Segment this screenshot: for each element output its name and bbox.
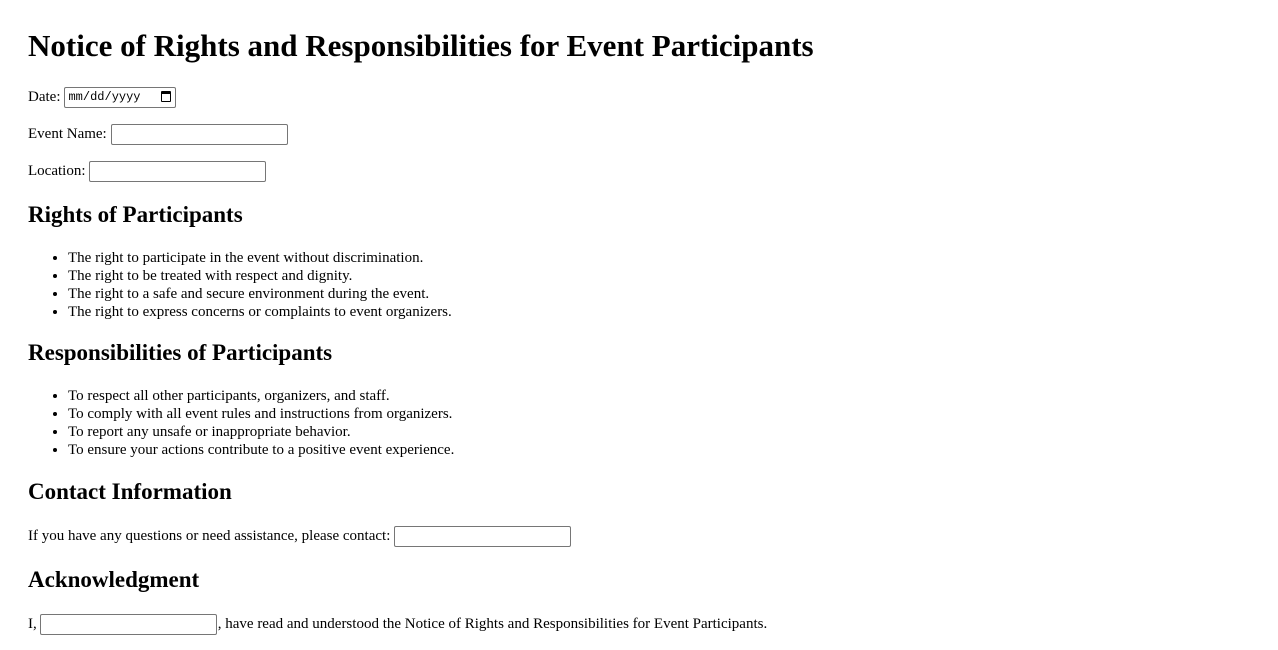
event-name-label: Event Name: xyxy=(28,126,107,142)
location-row xyxy=(28,160,266,182)
acknowledgment-suffix: , have read and understood the Notice of Rights and Responsibilities for Event Participants. xyxy=(217,616,768,632)
calendar-icon[interactable] xyxy=(161,91,171,102)
contact-row xyxy=(28,525,571,547)
page-title: Notice of Rights and Responsibilities for Event Participants xyxy=(28,28,814,63)
contact-heading: Contact Information xyxy=(28,479,232,504)
list-item: • The right to participate in the event without discrimination. xyxy=(68,249,452,267)
rights-list xyxy=(28,249,452,321)
list-item: • To ensure your actions contribute to a positive event experience. xyxy=(68,441,454,459)
location-label: Location: xyxy=(28,163,86,179)
responsibilities-list xyxy=(28,387,454,459)
date-row xyxy=(28,86,176,108)
acknowledgment-heading: Acknowledgment xyxy=(28,567,200,592)
event-name-input[interactable] xyxy=(111,124,288,145)
list-item: • To respect all other participants, organizers, and staff. xyxy=(68,387,454,405)
event-name-row xyxy=(28,123,288,145)
location-input[interactable] xyxy=(89,161,266,182)
responsibilities-heading: Responsibilities of Participants xyxy=(28,340,333,365)
acknowledgment-row xyxy=(28,613,767,635)
list-item: • The right to be treated with respect and dignity. xyxy=(68,267,452,285)
list-item: • The right to a safe and secure environment during the event. xyxy=(68,285,452,303)
list-item: • To comply with all event rules and instructions from organizers. xyxy=(68,405,454,423)
list-item: • To report any unsafe or inappropriate behavior. xyxy=(68,423,454,441)
date-input[interactable] xyxy=(64,87,176,108)
acknowledgment-name-input[interactable] xyxy=(40,614,217,635)
contact-input[interactable] xyxy=(394,526,571,547)
date-label: Date: xyxy=(28,89,61,105)
list-item: • The right to express concerns or complaints to event organizers. xyxy=(68,303,452,321)
acknowledgment-prefix: I, xyxy=(28,616,37,632)
contact-text: If you have any questions or need assistance, please contact: xyxy=(28,528,391,544)
date-placeholder: mm/dd/yyyy xyxy=(68,90,141,104)
rights-heading: Rights of Participants xyxy=(28,202,243,227)
